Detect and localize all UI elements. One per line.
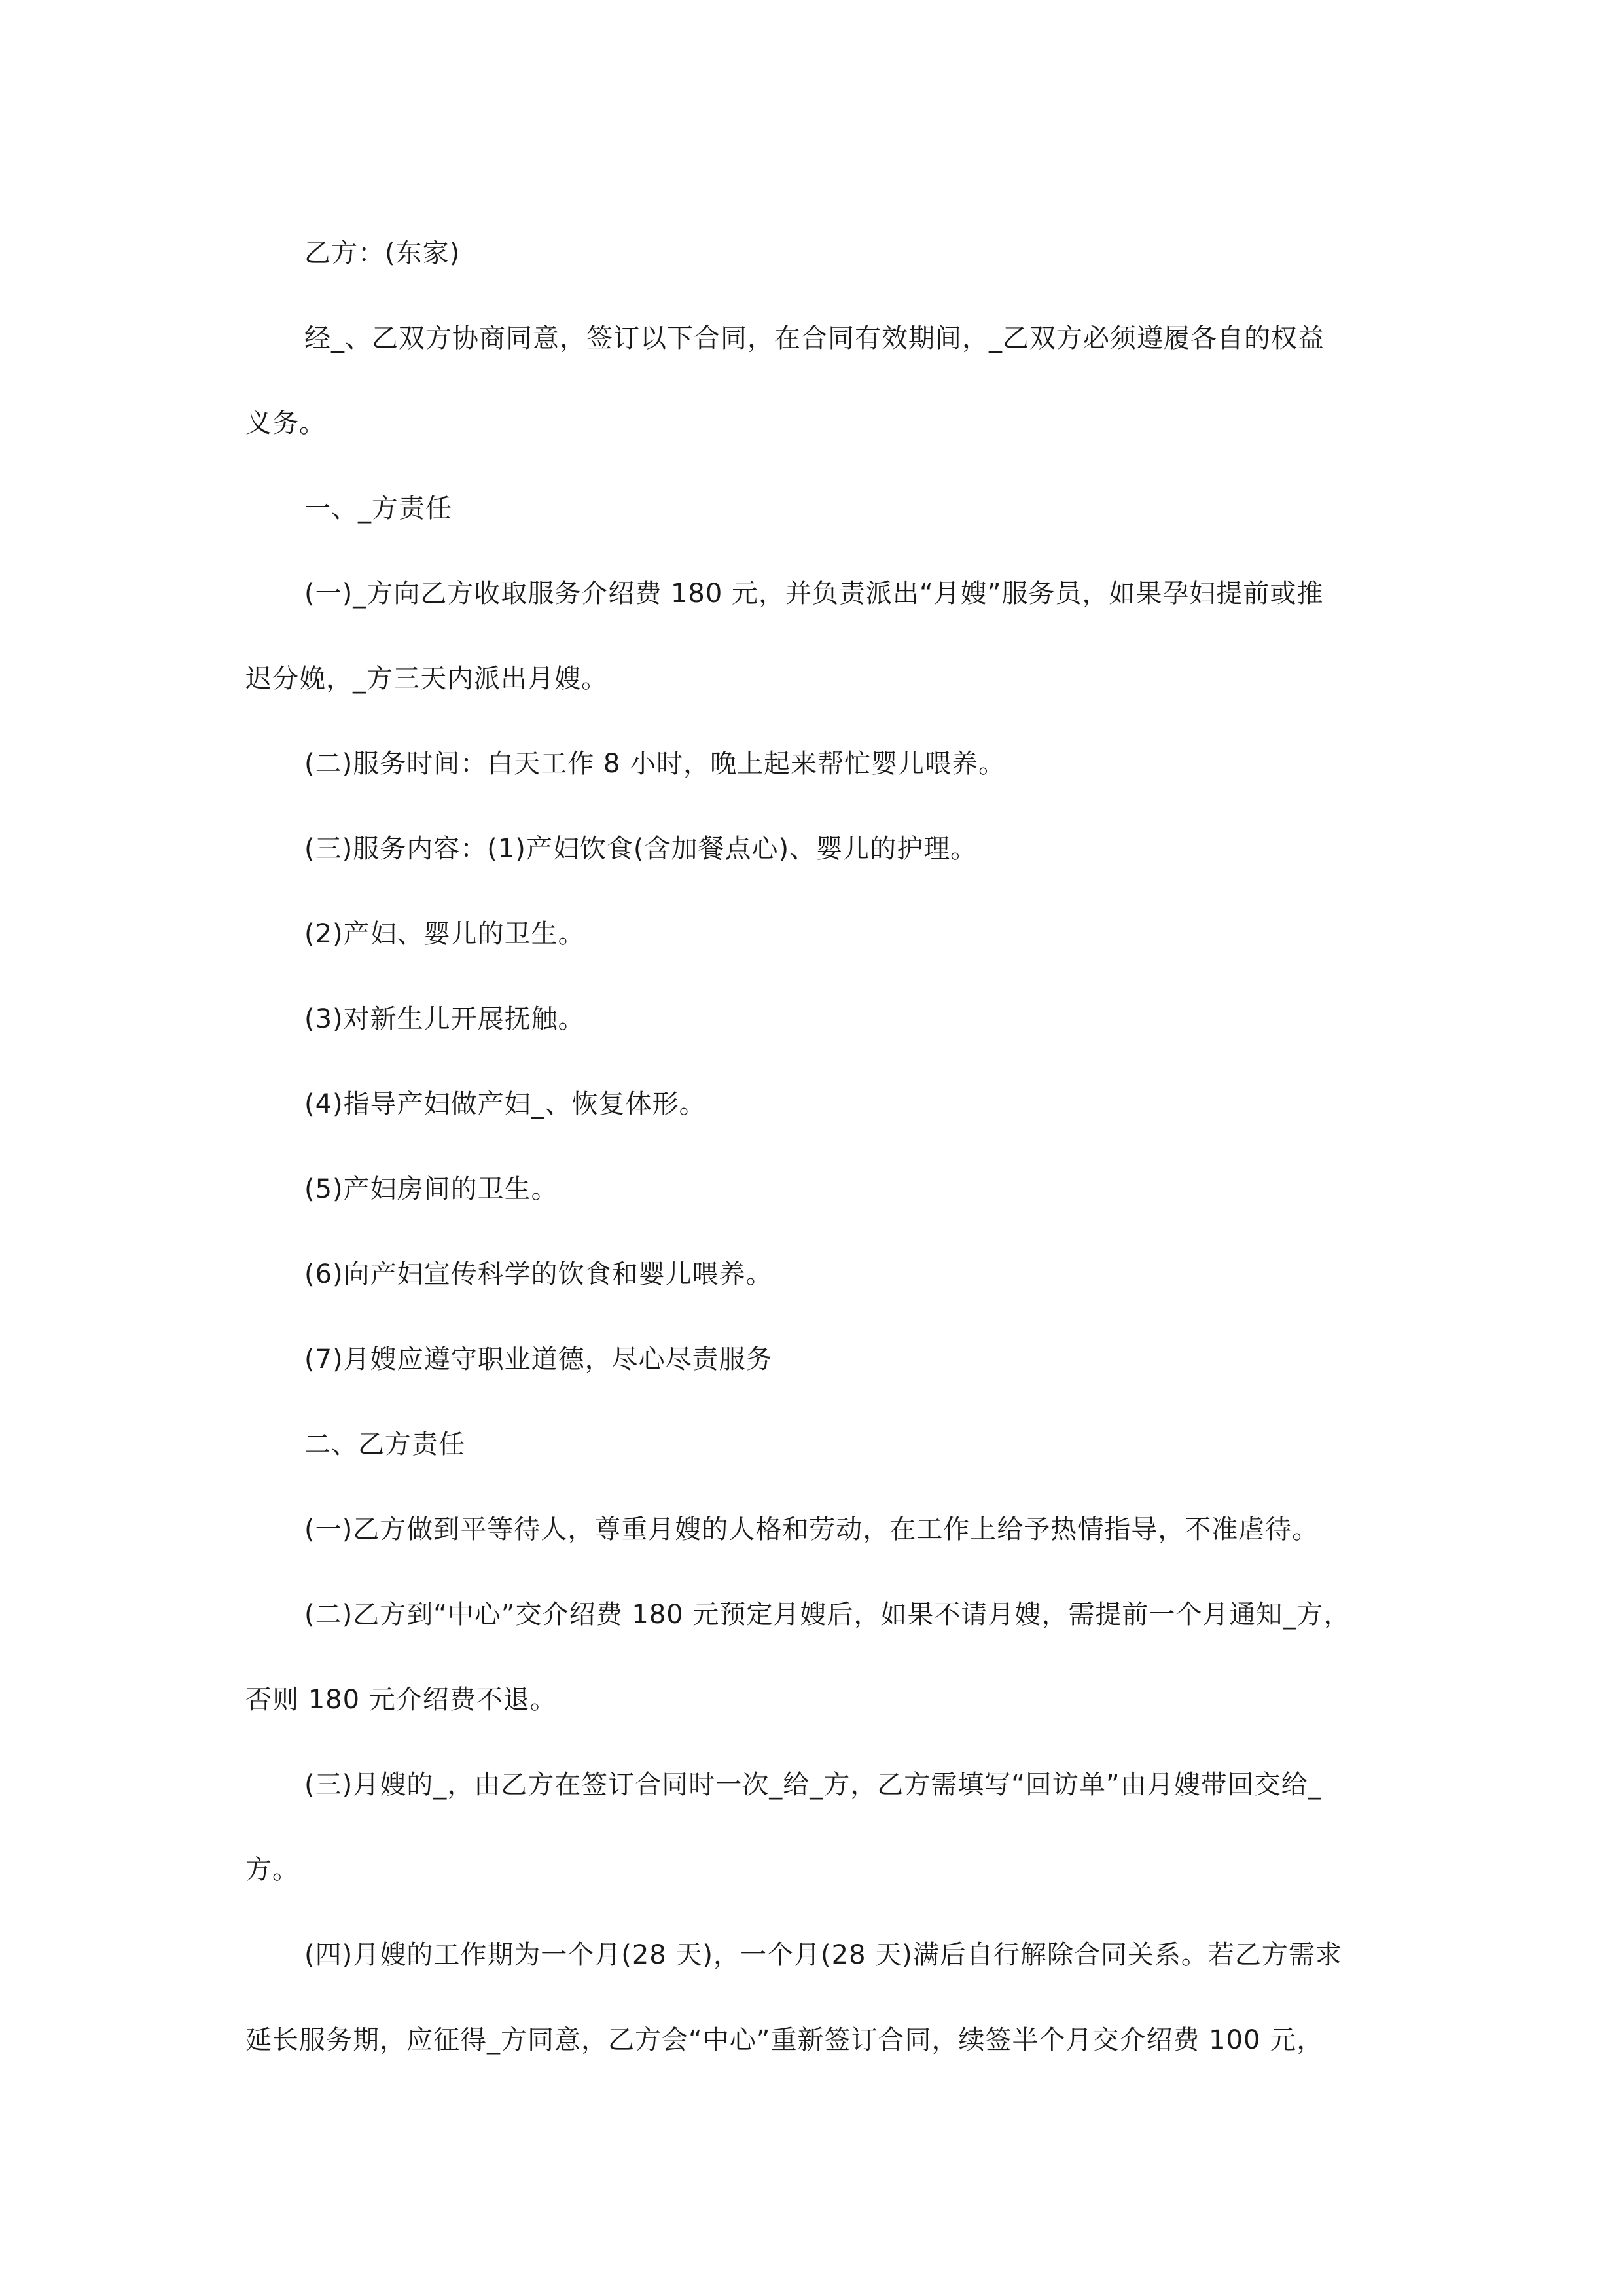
service-item-5 bbox=[245, 1147, 1410, 1232]
clause-b2-line-1 bbox=[245, 1572, 1410, 1657]
service-item-4 bbox=[245, 1062, 1410, 1147]
clause-a2 bbox=[245, 721, 1410, 806]
paragraph-line: (二)乙方到“中心”交介绍费 180 元预定月嫂后，如果不请月嫂，需提前一个月通知_方， bbox=[304, 1600, 1351, 1630]
contract-body bbox=[245, 211, 1410, 2083]
section-heading-party-b bbox=[245, 1402, 1410, 1487]
service-item-3 bbox=[245, 977, 1410, 1062]
paragraph-line: (三)月嫂的_，由乙方在签订合同时一次_给_方，乙方需填写“回访单”由月嫂带回交给_ bbox=[304, 1770, 1322, 1800]
preamble-line-1 bbox=[245, 296, 1410, 381]
paragraph-line: (3)对新生儿开展抚触。 bbox=[304, 1004, 585, 1034]
paragraph-line: (四)月嫂的工作期为一个月(28 天)，一个月(28 天)满后自行解除合同关系。若乙方需求 bbox=[304, 1940, 1342, 1970]
paragraph-line: 延长服务期，应征得_方同意，乙方会“中心”重新签订合同，续签半个月交介绍费 100 元， bbox=[245, 2025, 1324, 2055]
paragraph-line: (6)向产妇宣传科学的饮食和婴儿喂养。 bbox=[304, 1259, 773, 1289]
clause-a1-line-2 bbox=[245, 636, 1410, 721]
paragraph-line: (2)产妇、婴儿的卫生。 bbox=[304, 919, 585, 949]
paragraph-line: (三)服务内容：(1)产妇饮食(含加餐点心)、婴儿的护理。 bbox=[304, 834, 978, 864]
paragraph-line: (4)指导产妇做产妇_、恢复体形。 bbox=[304, 1089, 706, 1119]
section-heading: 二、乙方责任 bbox=[304, 1429, 465, 1460]
paragraph-line: (一)_方向乙方收取服务介绍费 180 元，并负责派出“月嫂”服务员，如果孕妇提前或推 bbox=[304, 579, 1324, 609]
clause-b4-line-2 bbox=[245, 1998, 1410, 2083]
paragraph-line: 经_、乙双方协商同意，签订以下合同，在合同有效期间，_乙双方必须遵履各自的权益 bbox=[304, 323, 1325, 353]
paragraph-line: 迟分娩，_方三天内派出月嫂。 bbox=[245, 664, 608, 694]
clause-a3 bbox=[245, 806, 1410, 891]
clause-a1-line-1 bbox=[245, 551, 1410, 636]
paragraph-line: (一)乙方做到平等待人，尊重月嫂的人格和劳动，在工作上给予热情指导，不准虐待。 bbox=[304, 1515, 1319, 1545]
section-heading-party-a bbox=[245, 466, 1410, 551]
preamble-line-2 bbox=[245, 381, 1410, 466]
clause-b2-line-2 bbox=[245, 1657, 1410, 1742]
paragraph-line: 否则 180 元介绍费不退。 bbox=[245, 1685, 557, 1715]
paragraph-line: (7)月嫂应遵守职业道德，尽心尽责服务 bbox=[304, 1344, 773, 1374]
service-item-2 bbox=[245, 891, 1410, 977]
paragraph-line: (二)服务时间：白天工作 8 小时，晚上起来帮忙婴儿喂养。 bbox=[304, 749, 1006, 779]
clause-b3-line-2 bbox=[245, 1827, 1410, 1912]
section-heading: 一、_方责任 bbox=[304, 493, 452, 524]
clause-b4-line-1 bbox=[245, 1912, 1410, 1998]
paragraph-line: 方。 bbox=[245, 1855, 299, 1885]
party-b-line bbox=[245, 211, 1410, 296]
paragraph-line: (5)产妇房间的卫生。 bbox=[304, 1174, 558, 1204]
service-item-7 bbox=[245, 1317, 1410, 1402]
paragraph-line: 义务。 bbox=[245, 408, 326, 439]
paragraph-line: 乙方：(东家) bbox=[304, 238, 461, 268]
clause-b3-line-1 bbox=[245, 1742, 1410, 1827]
clause-b1 bbox=[245, 1487, 1410, 1572]
service-item-6 bbox=[245, 1232, 1410, 1317]
